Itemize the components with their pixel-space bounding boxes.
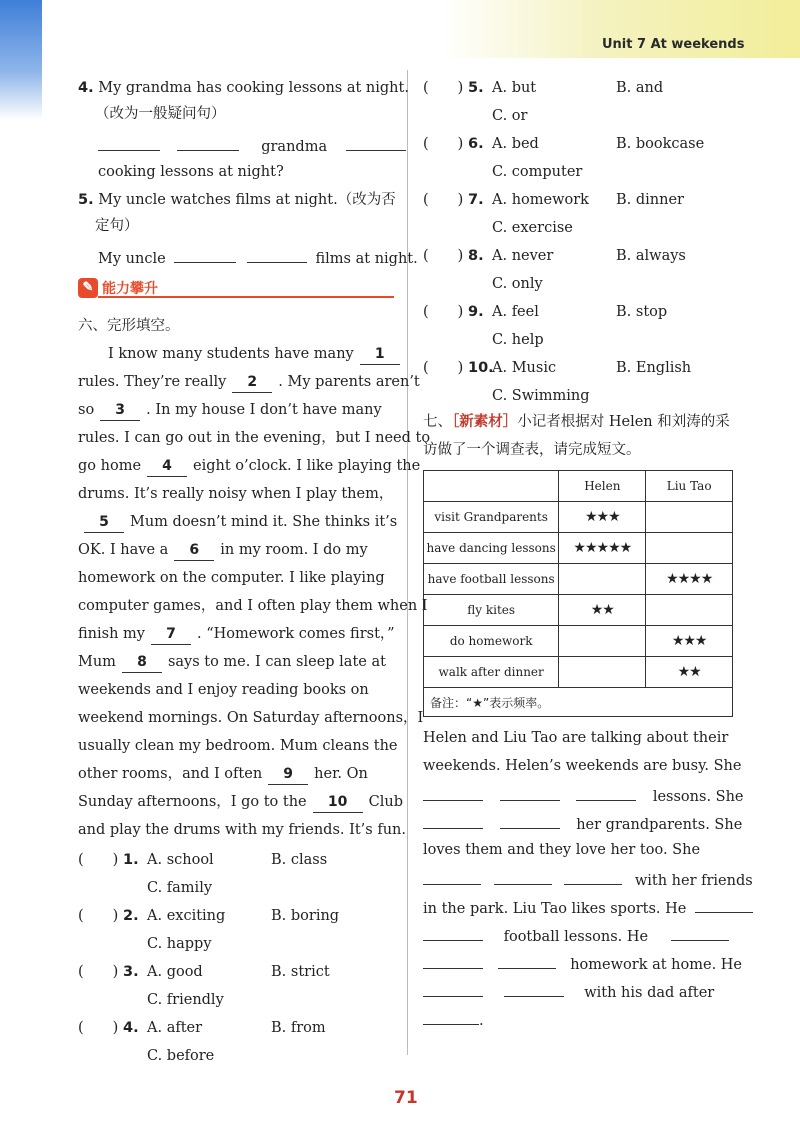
option-a: A. good [147,964,203,980]
table-row: visit Grandparents ★★★ [424,502,733,533]
option-a: A. exciting [147,908,226,924]
passage-line: OK. I have a 6 in my room. I do my [78,540,368,561]
p7-line7: in the park. Liu Tao likes sports. He [423,896,753,919]
p7-line9: homework at home. He [423,952,742,975]
answer-blank[interactable] [423,924,483,941]
option-c: C. help [492,332,544,348]
table-row: walk after dinner ★★ [424,657,733,688]
table-row: have dancing lessons ★★★★★ [424,533,733,564]
answer-bracket[interactable]: ( ) [423,248,464,264]
answer-blank[interactable] [494,868,552,885]
answer-bracket[interactable]: ( ) [78,852,119,868]
cloze-blank-6[interactable]: 6 [174,540,214,561]
option-b: B. stop [616,304,668,320]
option-b: B. class [271,852,328,868]
answer-blank[interactable] [174,246,236,263]
passage-line: computer games，and I often play them when I [78,598,428,614]
p7-line11: . [423,1008,484,1031]
passage-line: rules. They’re really 2 . My parents aren’t [78,372,420,393]
survey-table [423,470,733,717]
answer-blank[interactable] [498,952,556,969]
answer-blank[interactable] [564,868,622,885]
option-a: A. feel [492,304,539,320]
answer-bracket[interactable]: ( ) [78,908,119,924]
choice-number: 4. [123,1020,139,1036]
passage-line: usually clean my bedroom. Mum cleans the [78,738,398,754]
option-a: A. school [147,852,214,868]
section7-title: 七、［新素材］小记者根据对 Helen 和刘涛的采 [423,413,730,430]
choice-number: 7. [468,192,484,208]
unit-title: Unit 7 At weekends [602,37,745,52]
option-c: C. or [492,108,528,124]
option-c: C. exercise [492,220,573,236]
cloze-blank-2[interactable]: 2 [232,372,272,393]
cloze-blank-4[interactable]: 4 [147,456,187,477]
ability-banner: ✎ 能力攀升 [78,276,394,300]
answer-blank[interactable] [500,812,560,829]
table-note-row: 备注：“★”表示频率。 [424,688,733,717]
pen-icon: ✎ [78,278,98,298]
answer-bracket[interactable]: ( ) [423,80,464,96]
answer-blank[interactable] [177,134,239,151]
p7-line5: loves them and they love her too. She [423,842,701,858]
p7-line2: weekends. Helen’s weekends are busy. She [423,758,742,774]
option-a: A. bed [492,136,539,152]
q4-hint: （改为一般疑问句） [95,106,226,122]
option-a: A. Music [492,360,557,376]
answer-bracket[interactable]: ( ) [423,304,464,320]
choice-number: 5. [468,80,484,96]
q4: 4. My grandma has cooking lessons at night. [78,80,409,96]
passage-line: Sunday afternoons，I go to the 10 Club [78,792,403,813]
answer-blank[interactable] [423,1008,479,1025]
option-c: C. family [147,880,213,896]
passage-line: weekend mornings. On Saturday afternoons，I [78,710,424,726]
option-c: C. only [492,276,543,292]
passage-line: weekends and I enjoy reading books on [78,682,369,698]
cloze-blank-5[interactable]: 5 [84,512,124,533]
cloze-blank-3[interactable]: 3 [100,400,140,421]
page-number: 71 [394,1088,418,1108]
answer-blank[interactable] [671,924,729,941]
option-b: B. from [271,1020,326,1036]
passage-line: homework on the computer. I like playing [78,570,385,586]
table-row: fly kites ★★ [424,595,733,626]
q4-line3: cooking lessons at night? [98,164,284,180]
answer-blank[interactable] [423,868,481,885]
choice-number: 2. [123,908,139,924]
option-b: B. dinner [616,192,684,208]
answer-bracket[interactable]: ( ) [78,964,119,980]
option-a: A. homework [492,192,589,208]
answer-blank[interactable] [98,134,160,151]
option-b: B. English [616,360,692,376]
p7-line6: with her friends [423,868,753,891]
answer-blank[interactable] [695,896,753,913]
section7-subtitle: 访做了一个调查表，请完成短文。 [423,442,641,458]
p7-line3: lessons. She [423,784,744,807]
section6-title: 六、完形填空。 [78,318,180,334]
choice-number: 10. [468,360,494,376]
passage-line: so 3 . In my house I don’t have many [78,400,382,421]
cloze-blank-7[interactable]: 7 [151,624,191,645]
passage-line: other rooms，and I often 9 her. On [78,764,368,785]
option-b: B. bookcase [616,136,705,152]
answer-blank[interactable] [576,784,636,801]
header-corner-decoration [0,0,42,120]
passage-line: drums. It’s really noisy when I play them， [78,486,394,502]
option-a: A. but [492,80,537,96]
option-c: C. Swimming [492,388,590,404]
answer-blank[interactable] [423,784,483,801]
option-b: B. strict [271,964,330,980]
p7-line10: with his dad after [423,980,714,1003]
answer-bracket[interactable]: ( ) [78,1020,119,1036]
cloze-blank-8[interactable]: 8 [122,652,162,673]
answer-blank[interactable] [247,246,307,263]
answer-blank[interactable] [423,980,483,997]
table-header-row: Helen Liu Tao [424,471,733,502]
choice-number: 3. [123,964,139,980]
option-b: B. boring [271,908,340,924]
passage-line: rules. I can go out in the evening，but I need to [78,430,431,446]
answer-blank[interactable] [423,812,483,829]
q5-hint: 定句） [95,218,139,234]
choice-number: 9. [468,304,484,320]
cloze-blank-1[interactable]: 1 [360,344,400,365]
passage-line: and play the drums with my friends. It’s fun. [78,822,406,838]
choice-number: 6. [468,136,484,152]
answer-blank[interactable] [500,784,560,801]
p7-line8: football lessons. He [423,924,729,947]
choice-number: 8. [468,248,484,264]
option-c: C. friendly [147,992,224,1008]
q4-answer-line: grandma [98,134,406,157]
passage-line: Mum 8 says to me. I can sleep late at [78,652,386,673]
column-divider [407,70,408,1055]
answer-blank[interactable] [346,134,406,151]
passage-line: 5 Mum doesn’t mind it. She thinks it’s [78,512,397,533]
passage-line: finish my 7 . “Homework comes first，” [78,624,395,645]
answer-bracket[interactable]: ( ) [423,192,464,208]
answer-bracket[interactable]: ( ) [423,136,464,152]
p7-line4: her grandparents. She [423,812,742,835]
option-c: C. happy [147,936,212,952]
new-material-tag: ［新素材］ [452,413,518,430]
q5-answer-line: My uncle films at night. [98,246,418,269]
option-b: B. always [616,248,686,264]
option-a: A. after [147,1020,203,1036]
cloze-blank-10[interactable]: 10 [313,792,363,813]
table-row: have football lessons ★★★★ [424,564,733,595]
passage-line: I know many students have many 1 [108,344,406,365]
answer-bracket[interactable]: ( ) [423,360,464,376]
option-c: C. before [147,1048,215,1064]
choice-number: 1. [123,852,139,868]
q5: 5. My uncle watches films at night.（改为否 [78,192,396,208]
cloze-blank-9[interactable]: 9 [268,764,308,785]
answer-blank[interactable] [423,952,483,969]
option-a: A. never [492,248,554,264]
p7-line1: Helen and Liu Tao are talking about their [423,730,729,746]
passage-line: go home 4 eight o’clock. I like playing the [78,456,420,477]
option-b: B. and [616,80,664,96]
answer-blank[interactable] [504,980,564,997]
table-row: do homework ★★★ [424,626,733,657]
option-c: C. computer [492,164,583,180]
